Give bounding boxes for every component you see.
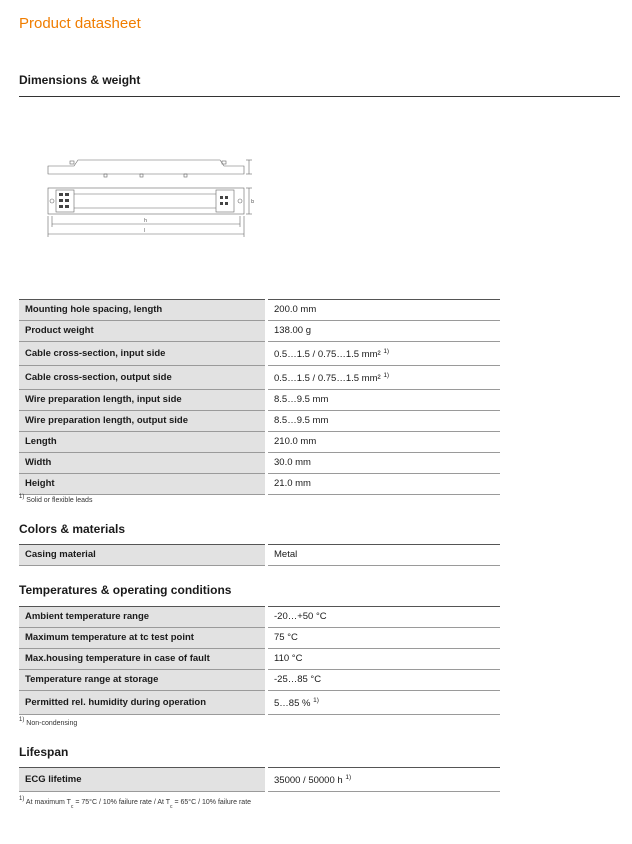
table-row — [19, 390, 500, 411]
row-label: Height — [19, 474, 267, 495]
section-title-temperatures: Temperatures & operating conditions — [19, 583, 232, 597]
row-label: ECG lifetime — [19, 768, 267, 792]
row-value: -25…85 °C — [267, 670, 501, 691]
row-label: Casing material — [19, 545, 267, 566]
dimensions-table — [19, 299, 500, 495]
row-value: 30.0 mm — [267, 453, 501, 474]
row-value: 8.5…9.5 mm — [267, 390, 501, 411]
row-value: 21.0 mm — [267, 474, 501, 495]
table-row — [19, 411, 500, 432]
row-label: Max.housing temperature in case of fault — [19, 649, 267, 670]
table-row — [19, 474, 500, 495]
row-label: Length — [19, 432, 267, 453]
table-row — [19, 453, 500, 474]
temperatures-table — [19, 606, 500, 715]
table-row — [19, 545, 500, 566]
row-label: Temperature range at storage — [19, 670, 267, 691]
row-label: Wire preparation length, output side — [19, 411, 267, 432]
dimension-drawing — [44, 152, 256, 240]
row-value: 35000 / 50000 h $^{1)}$ — [267, 768, 501, 792]
table-row — [19, 607, 500, 628]
row-value: 110 °C — [267, 649, 501, 670]
row-label: Maximum temperature at tc test point — [19, 628, 267, 649]
row-value: 200.0 mm — [267, 300, 501, 321]
footnote-ref: 1) — [345, 774, 352, 781]
table-row — [19, 691, 500, 715]
row-value: -20…+50 °C — [267, 607, 501, 628]
row-label: Cable cross-section, output side — [19, 366, 267, 390]
row-value: 8.5…9.5 mm — [267, 411, 501, 432]
footnote-ref: 1) — [383, 348, 390, 355]
row-value: 210.0 mm — [267, 432, 501, 453]
page-title: Product datasheet — [19, 15, 141, 32]
dimension-label-b: b — [251, 199, 255, 205]
row-label: Product weight — [19, 321, 267, 342]
row-label: Wire preparation length, input side — [19, 390, 267, 411]
lifespan-table — [19, 767, 500, 792]
table-row — [19, 628, 500, 649]
row-value: 5…85 % $^{1)}$ — [267, 691, 501, 715]
section-divider — [19, 96, 620, 97]
row-label: Permitted rel. humidity during operation — [19, 691, 267, 715]
table-row — [19, 300, 500, 321]
dimension-label-l: l — [144, 228, 146, 234]
table-row — [19, 366, 500, 390]
table-row — [19, 321, 500, 342]
footnote-temperatures: $^{1)}$ Non-condensing — [19, 717, 78, 727]
row-value: 0.5…1.5 / 0.75…1.5 mm² $^{1)}$ — [267, 366, 501, 390]
footnote-dimensions: $^{1)}$ Solid or flexible leads — [19, 494, 93, 504]
row-value: 75 °C — [267, 628, 501, 649]
row-value: 138.00 g — [267, 321, 501, 342]
row-label: Mounting hole spacing, length — [19, 300, 267, 321]
row-label: Ambient temperature range — [19, 607, 267, 628]
table-row — [19, 342, 500, 366]
row-value: 0.5…1.5 / 0.75…1.5 mm² $^{1)}$ — [267, 342, 501, 366]
footnote-ref: 1) — [383, 372, 390, 379]
footnote-lifespan: $^{1)}$ At maximum $T_c = 75^\circ C / 10\%$ failure rate / At $T_c = 65^\circ C / 10\%$ failure rate — [19, 796, 252, 810]
table-row — [19, 432, 500, 453]
row-label: Cable cross-section, input side — [19, 342, 267, 366]
dimension-label-h: h — [144, 218, 148, 224]
table-row — [19, 649, 500, 670]
table-row — [19, 768, 500, 792]
row-value: Metal — [267, 545, 501, 566]
section-title-lifespan: Lifespan — [19, 745, 69, 759]
colors-table — [19, 544, 500, 566]
section-title-dimensions: Dimensions & weight — [19, 73, 141, 87]
section-title-colors: Colors & materials — [19, 522, 126, 536]
footnote-ref: 1) — [313, 697, 319, 704]
row-label: Width — [19, 453, 267, 474]
table-row — [19, 670, 500, 691]
